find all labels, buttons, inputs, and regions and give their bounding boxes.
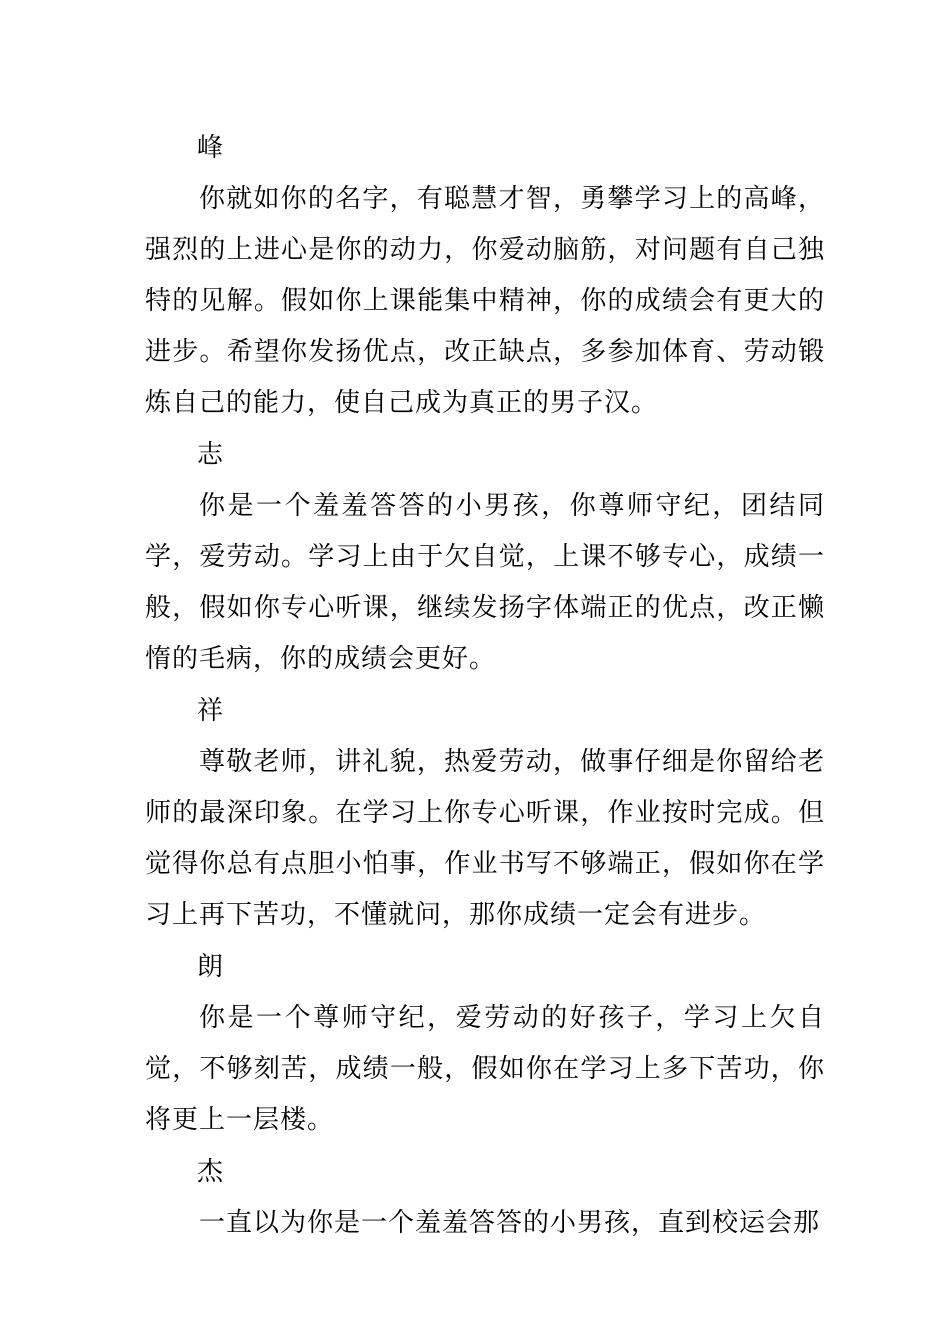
comment-paragraph: 你就如你的名字，有聪慧才智，勇攀学习上的高峰，强烈的上进心是你的动力，你爱动脑筋，对问题有自己独特的见解。假如你上课能集中精神，你的成绩会有更大的进步。希望你发扬优点，改正缺点，多参加体育、劳动锻炼自己的能力，使自己成为真正的男子汉。	[145, 184, 825, 418]
comment-paragraph: 尊敬老师，讲礼貌，热爱劳动，做事仔细是你留给老师的最深印象。在学习上你专心听课，作业按时完成。但觉得你总有点胆小怕事，作业书写不够端正，假如你在学习上再下苦功，不懂就问，那你成绩一定会有进步。	[145, 747, 825, 930]
student-name: 朗	[197, 952, 224, 982]
student-name: 杰	[197, 1157, 224, 1187]
document-page	[145, 122, 825, 1249]
comment-paragraph: 你是一个尊师守纪，爱劳动的好孩子，学习上欠自觉，不够刻苦，成绩一般，假如你在学习上多下苦功，你将更上一层楼。	[145, 1003, 825, 1135]
comment-paragraph: 一直以为你是一个羞羞答答的小男孩，直到校运会那	[199, 1208, 821, 1238]
student-name: 祥	[197, 696, 224, 726]
student-name: 志	[197, 440, 224, 470]
student-name: 峰	[197, 133, 224, 163]
comment-paragraph: 你是一个羞羞答答的小男孩，你尊师守纪，团结同学，爱劳动。学习上由于欠自觉，上课不够专心，成绩一般，假如你专心听课，继续发扬字体端正的优点，改正懒惰的毛病，你的成绩会更好。	[145, 491, 825, 674]
